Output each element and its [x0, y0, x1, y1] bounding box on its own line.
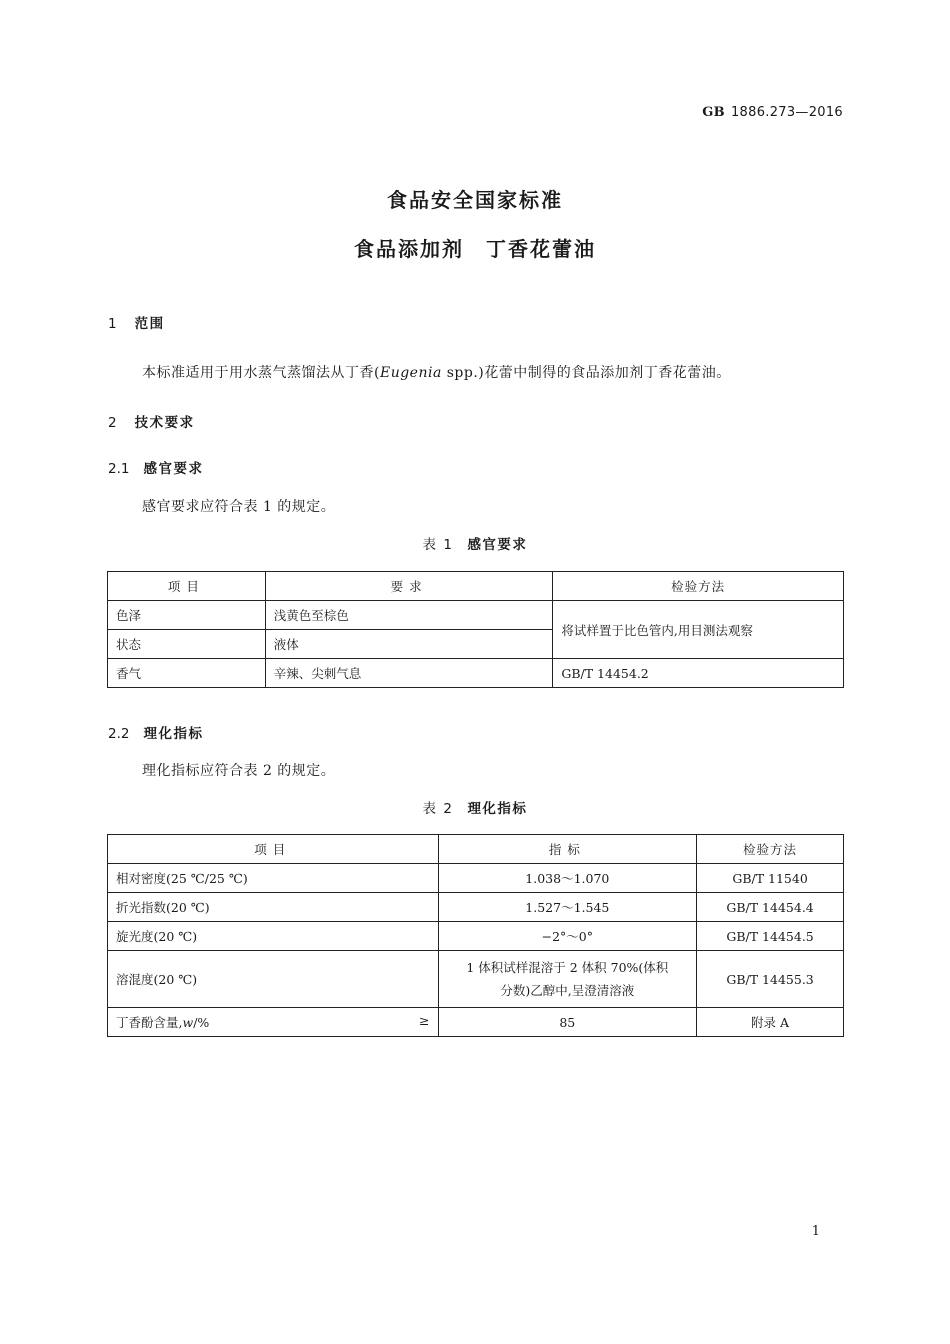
- header-spec: 指标: [438, 835, 697, 864]
- comparison-operator: ≥: [419, 1013, 430, 1028]
- cell-item: 旋光度(20 ℃): [108, 922, 439, 951]
- table-number: 表 1: [422, 537, 454, 553]
- cell-item: 溶混度(20 ℃): [108, 951, 439, 1008]
- table-title: 感官要求: [467, 537, 528, 553]
- cell-requirement: 浅黄色至棕色: [265, 601, 553, 630]
- table2-caption: [0, 797, 950, 817]
- cell-method: GB/T 14455.3: [697, 951, 844, 1008]
- table1-caption: [0, 533, 950, 553]
- section-number: 2: [108, 415, 117, 431]
- table-number: 表 2: [422, 801, 454, 817]
- cell-method: GB/T 14454.4: [697, 893, 844, 922]
- table-header-row: [108, 572, 844, 601]
- cell-item: 色泽: [108, 601, 266, 630]
- table-header-row: [108, 835, 844, 864]
- spec-line: 1 体积试样混溶于 2 体积 70%(体积: [466, 960, 669, 975]
- table-row: [108, 659, 844, 688]
- item-label: 丁香酚含量,w/%: [116, 1015, 210, 1030]
- section-title: 理化指标: [143, 726, 204, 742]
- header-requirement: 要求: [265, 572, 553, 601]
- sensory-paragraph: 感官要求应符合表 1 的规定。: [142, 499, 336, 515]
- cell-requirement: 液体: [265, 630, 553, 659]
- variable-w: w: [182, 1015, 194, 1030]
- cell-item: 香气: [108, 659, 266, 688]
- cell-item: 相对密度(25 ℃/25 ℃): [108, 864, 439, 893]
- cell-method-merged: 将试样置于比色管内,用目测法观察: [553, 601, 844, 659]
- cell-item: [108, 1008, 439, 1037]
- cell-spec: −2°～0°: [438, 922, 697, 951]
- table-row: [108, 951, 844, 1008]
- table-row: [108, 922, 844, 951]
- cell-method: GB/T 11540: [697, 864, 844, 893]
- section-number: 1: [108, 316, 117, 332]
- table-row: [108, 601, 844, 630]
- physchem-paragraph: 理化指标应符合表 2 的规定。: [142, 763, 336, 779]
- section-title: 技术要求: [134, 415, 195, 431]
- cell-spec: 85: [438, 1008, 697, 1037]
- header-item: 项目: [108, 572, 266, 601]
- table-row: [108, 864, 844, 893]
- section-2-1-heading: [108, 457, 203, 477]
- section-number: 2.1: [108, 461, 130, 477]
- header-method: 检验方法: [553, 572, 844, 601]
- cell-item: 折光指数(20 ℃): [108, 893, 439, 922]
- cell-spec: 1.038～1.070: [438, 864, 697, 893]
- sensory-table: [107, 571, 844, 688]
- cell-method: GB/T 14454.5: [697, 922, 844, 951]
- cell-spec: 1.527～1.545: [438, 893, 697, 922]
- section-2-2-heading: [108, 722, 203, 742]
- standard-prefix: GB: [702, 105, 725, 120]
- table-title: 理化指标: [467, 801, 528, 817]
- latin-genus: Eugenia: [379, 365, 442, 381]
- header-item: 项目: [108, 835, 439, 864]
- table-row: [108, 1008, 844, 1037]
- doc-title-line2: 食品添加剂 丁香花蕾油: [354, 237, 596, 261]
- cell-method: 附录 A: [697, 1008, 844, 1037]
- page-number: 1: [811, 1224, 820, 1239]
- section-number: 2.2: [108, 726, 130, 742]
- cell-spec: [438, 951, 697, 1008]
- doc-title-line1: 食品安全国家标准: [387, 188, 563, 212]
- cell-item: 状态: [108, 630, 266, 659]
- section-title: 范围: [134, 316, 165, 332]
- standard-number: [702, 105, 843, 120]
- table-row: [108, 893, 844, 922]
- header-method: 检验方法: [697, 835, 844, 864]
- cell-requirement: 辛辣、尖刺气息: [265, 659, 553, 688]
- scope-paragraph: 本标准适用于用水蒸气蒸馏法从丁香(Eugenia spp.)花蕾中制得的食品添加剂丁香花蕾油。: [142, 365, 731, 381]
- cell-method: GB/T 14454.2: [553, 659, 844, 688]
- section-title: 感官要求: [143, 461, 204, 477]
- physchem-table: [107, 834, 844, 1037]
- section-2-heading: [108, 411, 195, 431]
- section-1-heading: [108, 312, 165, 332]
- standard-code: 1886.273—2016: [730, 105, 843, 120]
- spec-line: 分数)乙醇中,呈澄清溶液: [500, 983, 635, 998]
